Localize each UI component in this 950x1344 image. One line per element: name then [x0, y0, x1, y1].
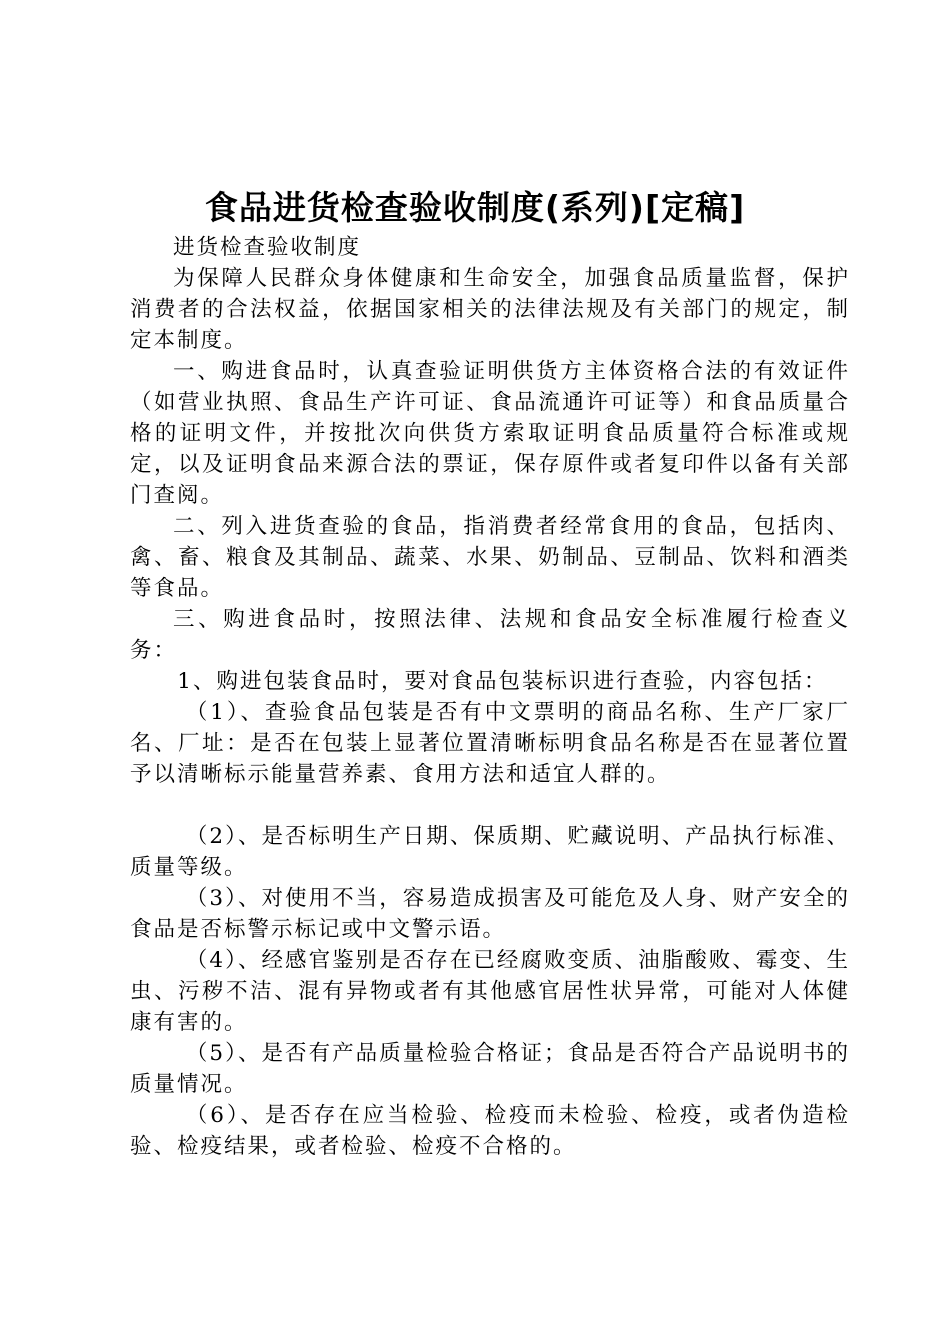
- paragraph-check-5: （5）、是否有产品质量检验合格证；食品是否符合产品说明书的质量情况。: [130, 1041, 850, 1097]
- paragraph-check-1: （1）、查验食品包装是否有中文票明的商品名称、生产厂家厂名、厂址：是否在包装上显著位置清晰标明食品名称是否在显著位置予以清晰标示能量营养素、食用方法和适宜人群的。: [130, 700, 850, 787]
- paragraph-item-1: 一、购进食品时，认真查验证明供货方主体资格合法的有效证件（如营业执照、食品生产许可证、食品流通许可证等）和食品质量合格的证明文件，并按批次向供货方索取证明食品质量符合标准或规定，以及证明食品来源合法的票证，保存原件或者复印件以备有关部门查阅。: [130, 359, 850, 508]
- paragraph-check-3: （3）、对使用不当，容易造成损害及可能危及人身、财产安全的食品是否标警示标记或中文警示语。: [130, 886, 850, 942]
- document-body: [130, 232, 850, 1162]
- paragraph-subitem-1: 1、购进包装食品时，要对食品包装标识进行查验，内容包括：: [177, 669, 828, 694]
- paragraph-check-6: （6）、是否存在应当检验、检疫而未检验、检疫，或者伪造检验、检疫结果，或者检验、检疫不合格的。: [130, 1103, 850, 1159]
- paragraph-item-3: 三、购进食品时，按照法律、法规和食品安全标准履行检查义务：: [130, 607, 850, 663]
- paragraph-item-2: 二、列入进货查验的食品，指消费者经常食用的食品，包括肉、禽、畜、粮食及其制品、蔬菜、水果、奶制品、豆制品、饮料和酒类等食品。: [130, 514, 850, 601]
- paragraph-check-2: （2）、是否标明生产日期、保质期、贮藏说明、产品执行标准、质量等级。: [130, 824, 850, 880]
- paragraph-check-4: （4）、经感官鉴别是否存在已经腐败变质、油脂酸败、霉变、生虫、污秽不洁、混有异物或者有其他感官居性状异常，可能对人体健康有害的。: [130, 948, 850, 1035]
- section-heading: 进货检查验收制度: [173, 235, 362, 260]
- document-title: 食品进货检查验收制度(系列)[定稿]: [204, 188, 746, 227]
- paragraph-intro: 为保障人民群众身体健康和生命安全，加强食品质量监督，保护消费者的合法权益，依据国家相关的法律法规及有关部门的规定，制定本制度。: [130, 266, 850, 353]
